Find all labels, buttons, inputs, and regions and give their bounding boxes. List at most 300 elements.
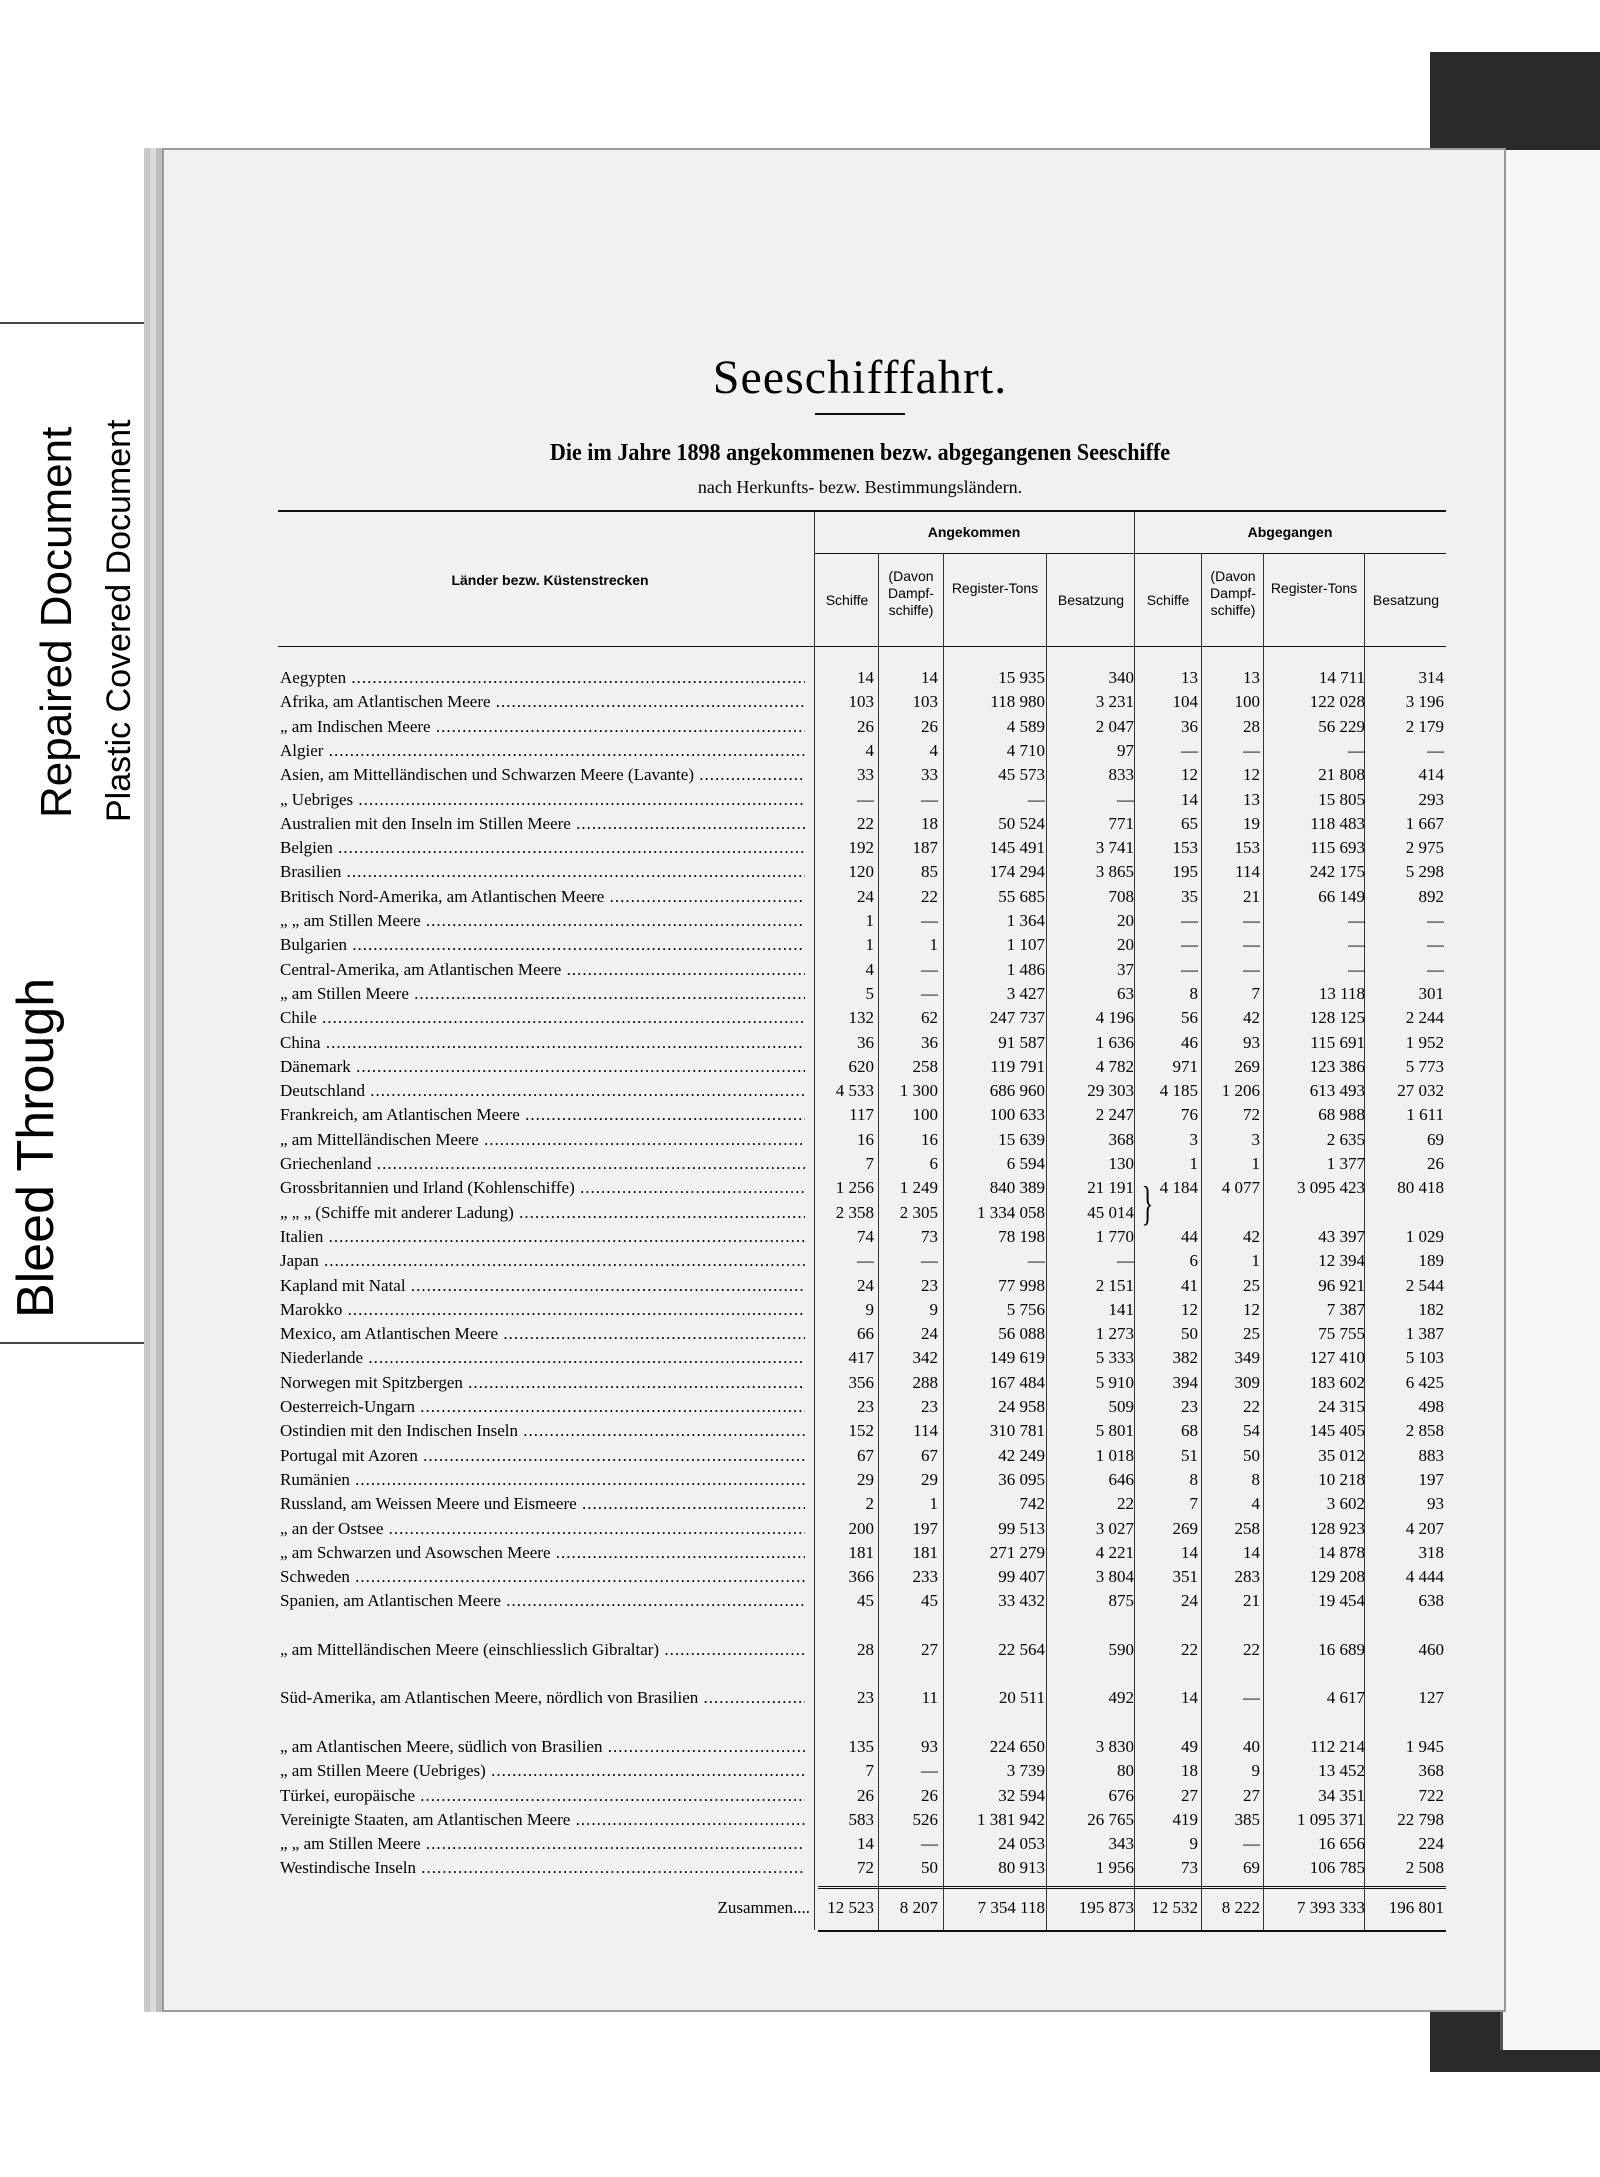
row-value: 3 602 [1326, 1494, 1365, 1514]
row-value: 174 294 [989, 862, 1045, 882]
header-davon-abg: (Davon Dampf-schiffe) [1210, 568, 1256, 618]
row-value: 153 [1234, 838, 1260, 858]
row-value: 14 [1181, 1542, 1198, 1562]
row-value: 12 [1243, 1299, 1260, 1319]
row-value: 2 635 [1326, 1129, 1365, 1149]
row-value: 366 [848, 1567, 874, 1587]
row-value: — [1243, 1688, 1260, 1708]
row-value: 22 564 [998, 1639, 1045, 1659]
row-value: 12 [1181, 1299, 1198, 1319]
row-value: 11 [921, 1688, 938, 1708]
row-value: 27 [1243, 1785, 1260, 1805]
row-value: 1 [865, 935, 874, 955]
row-value: 32 594 [998, 1785, 1045, 1805]
row-value: — [1181, 740, 1198, 760]
table-row [280, 1492, 1445, 1516]
row-value: 182 [1418, 1299, 1444, 1319]
header-schiffe-abg: Schiffe [1146, 592, 1190, 608]
row-value: 118 483 [1310, 813, 1365, 833]
table-row [280, 958, 1445, 982]
row-value: 21 808 [1318, 765, 1365, 785]
row-value: 301 [1418, 983, 1444, 1003]
row-value: 145 405 [1309, 1421, 1365, 1441]
row-value: 883 [1418, 1445, 1444, 1465]
total-value: 195 873 [1078, 1898, 1134, 1917]
row-value: 5 910 [1095, 1372, 1134, 1392]
table-row [280, 933, 1445, 957]
row-value: 686 960 [989, 1081, 1045, 1101]
row-value: 1 381 942 [977, 1809, 1045, 1829]
row-value: 646 [1108, 1469, 1134, 1489]
row-value: 1 636 [1095, 1032, 1134, 1052]
row-value: 80 [1117, 1761, 1134, 1781]
row-value: 23 [857, 1397, 874, 1416]
row-value: 5 801 [1095, 1421, 1134, 1441]
row-value: 242 175 [1309, 862, 1365, 882]
row-value: 129 208 [1309, 1567, 1365, 1587]
row-value: 5 103 [1405, 1348, 1444, 1368]
row-value: 141 [1108, 1299, 1134, 1319]
row-value: 41 [1181, 1275, 1198, 1295]
row-value: 135 [848, 1736, 874, 1756]
row-value: 74 [857, 1226, 874, 1246]
row-value: 25 [1243, 1275, 1260, 1295]
row-value: 4 207 [1405, 1518, 1444, 1538]
row-value: — [1427, 740, 1444, 760]
row-value: 132 [848, 1008, 874, 1028]
row-value: 4 221 [1095, 1542, 1134, 1562]
table-row [280, 1201, 1445, 1225]
row-value: 1 956 [1095, 1858, 1134, 1878]
row-value: 55 685 [998, 886, 1045, 906]
table-row [280, 1225, 1445, 1249]
row-label: Westindische Inseln ..... [280, 1856, 805, 1880]
row-value: 187 [912, 838, 938, 858]
row-value: 93 [1243, 1032, 1260, 1052]
row-value: 8 [1251, 1469, 1260, 1489]
row-value: 590 [1108, 1639, 1134, 1659]
row-value: 3 [1251, 1129, 1260, 1149]
row-value: 1 [929, 1494, 938, 1514]
row-value: 80 913 [998, 1858, 1045, 1878]
row-value: — [1243, 935, 1260, 955]
row-value: 1 256 [835, 1178, 874, 1198]
header-angekommen: Angekommen [927, 524, 1021, 540]
row-value: 638 [1418, 1591, 1444, 1611]
table-row [280, 1322, 1445, 1346]
row-value: 742 [1019, 1494, 1045, 1514]
row-value: — [1427, 935, 1444, 955]
row-value: 1 952 [1405, 1032, 1444, 1052]
row-value: 22 [1243, 1639, 1260, 1659]
table-row [280, 1759, 1445, 1783]
row-value: — [921, 911, 938, 930]
row-value: 24 [1181, 1591, 1198, 1611]
row-value: — [857, 789, 874, 809]
row-value: 26 [857, 716, 874, 736]
row-value: 42 249 [998, 1445, 1045, 1465]
row-value: 21 [1243, 886, 1260, 906]
row-label: Niederlande ..... [280, 1346, 805, 1370]
total-value: 8 207 [899, 1898, 938, 1917]
row-value: 22 [1181, 1639, 1198, 1659]
row-value: 3 830 [1095, 1736, 1134, 1756]
row-value: — [1028, 1251, 1045, 1271]
row-value: 49 [1181, 1736, 1198, 1756]
row-label: „ „ „ (Schiffe mit anderer Ladung) ..... [280, 1201, 805, 1225]
row-value: 394 [1172, 1372, 1198, 1392]
row-value: 1 206 [1221, 1081, 1260, 1101]
row-label: Oesterreich-Ungarn ..... [280, 1395, 805, 1419]
row-value: 498 [1418, 1397, 1444, 1416]
row-value: 20 [1117, 935, 1134, 955]
row-value: — [857, 1251, 874, 1271]
row-value: 120 [848, 862, 874, 882]
row-label: Italien ..... [280, 1225, 805, 1249]
row-value: 1 [865, 911, 874, 930]
row-value: 77 998 [998, 1275, 1045, 1295]
row-value: 310 781 [989, 1421, 1045, 1441]
row-value: 14 [921, 668, 938, 687]
row-label: Frankreich, am Atlantischen Meere ..... [280, 1103, 805, 1127]
row-value: 100 [912, 1105, 938, 1125]
row-value: 103 [912, 692, 938, 712]
row-value: 26 [921, 716, 938, 736]
table-row [280, 812, 1445, 836]
row-value: 6 [929, 1154, 938, 1173]
row-value: 115 693 [1310, 838, 1365, 858]
row-value: 13 452 [1318, 1761, 1365, 1781]
row-value: 104 [1172, 692, 1198, 712]
row-value: 128 125 [1309, 1008, 1365, 1028]
row-value: 69 [1427, 1129, 1444, 1149]
row-value: 66 149 [1318, 886, 1365, 906]
row-label: Mexico, am Atlantischen Meere ..... [280, 1322, 805, 1346]
row-value: 417 [848, 1348, 874, 1368]
table-row [280, 1346, 1445, 1370]
row-value: 2 508 [1405, 1858, 1444, 1878]
row-value: 56 088 [998, 1324, 1045, 1344]
row-value: 72 [1243, 1105, 1260, 1125]
total-value: 7 393 333 [1297, 1898, 1365, 1917]
row-value: 4 444 [1405, 1567, 1444, 1587]
row-value: 200 [848, 1518, 874, 1538]
table-row [280, 860, 1445, 884]
row-value: 36 [1181, 716, 1198, 736]
row-value: 708 [1108, 886, 1134, 906]
row-value: 892 [1418, 886, 1444, 906]
table-row [280, 1031, 1445, 1055]
row-value: 15 805 [1318, 789, 1365, 809]
row-value: — [921, 789, 938, 809]
row-value: 7 387 [1326, 1299, 1365, 1319]
row-value: 269 [1234, 1056, 1260, 1076]
row-label: Asien, am Mittelländischen und Schwarzen Meere (Lavante) ..... [280, 763, 805, 787]
row-value: 16 656 [1318, 1834, 1365, 1854]
row-value: 68 988 [1318, 1105, 1365, 1125]
row-value: 99 513 [998, 1518, 1045, 1538]
row-value: 29 [921, 1469, 938, 1489]
row-value: 106 785 [1309, 1858, 1365, 1878]
table-row [280, 1103, 1445, 1127]
row-label: Japan ..... [280, 1249, 805, 1273]
row-value: 6 425 [1405, 1372, 1444, 1392]
row-value: 18 [1181, 1761, 1198, 1781]
row-label: Rumänien ..... [280, 1468, 805, 1492]
row-value: — [1243, 740, 1260, 760]
row-value: 35 [1181, 886, 1198, 906]
row-value: 152 [848, 1421, 874, 1441]
row-label: Belgien ..... [280, 836, 805, 860]
row-value: 44 [1181, 1226, 1198, 1246]
row-value: 103 [848, 692, 874, 712]
row-value: 314 [1418, 668, 1444, 687]
row-value: 2 047 [1095, 716, 1134, 736]
row-value: — [921, 983, 938, 1003]
row-value: 36 [857, 1032, 874, 1052]
row-value: 24 958 [998, 1397, 1045, 1416]
row-value: — [1348, 740, 1365, 760]
row-value: 7 [865, 1154, 874, 1173]
row-value: 1 018 [1095, 1445, 1134, 1465]
table-bottom-rule [818, 1930, 1446, 1932]
row-value: 183 602 [1309, 1372, 1365, 1392]
row-value: 1 486 [1006, 959, 1045, 979]
row-label: Central-Amerika, am Atlantischen Meere ..... [280, 958, 805, 982]
row-value: 771 [1108, 813, 1134, 833]
row-value: 492 [1108, 1688, 1134, 1708]
row-value: — [1348, 959, 1365, 979]
row-value: 4 617 [1326, 1688, 1365, 1708]
row-value: 22 [921, 886, 938, 906]
table-row [280, 1589, 1445, 1613]
row-label: Türkei, europäische ..... [280, 1784, 805, 1808]
row-value: 13 [1243, 668, 1260, 687]
row-value: 123 386 [1309, 1056, 1365, 1076]
row-value: 2 358 [835, 1202, 874, 1222]
row-value: 3 231 [1095, 692, 1134, 712]
row-value: 68 [1181, 1421, 1198, 1441]
table-caption-note: nach Herkunfts- bezw. Bestimmungsländern. [697, 477, 1023, 497]
row-value: 3 [1189, 1129, 1198, 1149]
row-label: „ am Mittelländischen Meere (einschliesslich Gibraltar) ..... [280, 1638, 805, 1662]
row-value: 12 [1243, 765, 1260, 785]
row-value: 43 397 [1318, 1226, 1365, 1246]
row-value: 5 333 [1095, 1348, 1134, 1368]
scan-label-bleed: Bleed Through [7, 977, 65, 1318]
row-value: 76 [1181, 1105, 1198, 1125]
table-row [280, 1468, 1445, 1492]
row-value: 7 [1251, 983, 1260, 1003]
row-value: 51 [1181, 1445, 1198, 1465]
row-value: — [1243, 1834, 1260, 1854]
row-value: 42 [1243, 1226, 1260, 1246]
row-value: 3 196 [1405, 692, 1444, 712]
row-value: 343 [1108, 1834, 1134, 1854]
total-value: 8 222 [1221, 1898, 1260, 1917]
row-value: 99 407 [998, 1567, 1045, 1587]
row-value: — [1181, 911, 1198, 930]
row-label: Australien mit den Inseln im Stillen Meere ..... [280, 812, 805, 836]
row-value: 67 [857, 1445, 874, 1465]
row-value: 414 [1418, 765, 1444, 785]
row-value: 4 184 [1159, 1178, 1198, 1198]
row-value: 676 [1108, 1785, 1134, 1805]
scan-label-repaired: Repaired Document [32, 426, 81, 818]
row-value: 72 [857, 1858, 874, 1878]
row-label: „ „ am Stillen Meere ..... [280, 909, 805, 933]
table-row [280, 666, 1445, 690]
row-value: 78 198 [998, 1226, 1045, 1246]
row-value: 6 [1189, 1251, 1198, 1271]
row-value: 9 [929, 1299, 938, 1319]
row-value: 4 710 [1006, 740, 1045, 760]
row-value: — [921, 1761, 938, 1781]
title-rule [815, 413, 905, 415]
table-row [280, 1128, 1445, 1152]
brace-grossbritannien: } [1141, 1177, 1154, 1230]
row-value: 36 [921, 1032, 938, 1052]
row-label: China ..... [280, 1031, 805, 1055]
row-value: 4 589 [1006, 716, 1045, 736]
row-value: 15 935 [998, 668, 1045, 687]
total-value: 12 523 [827, 1898, 874, 1917]
table-row [280, 1832, 1445, 1856]
row-value: 247 737 [989, 1008, 1045, 1028]
table-row [280, 1444, 1445, 1468]
row-value: 75 755 [1318, 1324, 1365, 1344]
row-value: 13 [1243, 789, 1260, 809]
row-value: — [1243, 911, 1260, 930]
table-row [280, 1055, 1445, 1079]
table-row [280, 1152, 1445, 1176]
header-besatzung-abg: Besatzung [1372, 592, 1440, 608]
row-label: Brasilien ..... [280, 860, 805, 884]
row-value: 283 [1234, 1567, 1260, 1587]
row-value: 2 247 [1095, 1105, 1134, 1125]
row-value: 1 [1189, 1154, 1198, 1173]
row-value: 22 [1117, 1494, 1134, 1514]
row-value: 1 [1251, 1154, 1260, 1173]
row-value: 127 [1418, 1688, 1444, 1708]
row-value: 16 [921, 1129, 938, 1149]
row-value: — [921, 1251, 938, 1271]
row-value: 3 027 [1095, 1518, 1134, 1538]
row-value: 1 377 [1326, 1154, 1365, 1173]
row-value: 29 303 [1087, 1081, 1134, 1101]
row-value: 258 [912, 1056, 938, 1076]
row-label: „ am Mittelländischen Meere ..... [280, 1128, 805, 1152]
row-value: 85 [921, 862, 938, 882]
row-value: 14 711 [1318, 668, 1365, 687]
row-value: — [1427, 959, 1444, 979]
row-value: 12 394 [1318, 1251, 1365, 1271]
row-value: — [1181, 959, 1198, 979]
row-value: 63 [1117, 983, 1134, 1003]
table-row [280, 1298, 1445, 1322]
row-value: 10 218 [1318, 1469, 1365, 1489]
row-value: 26 765 [1087, 1809, 1134, 1829]
row-value: 1 611 [1406, 1105, 1444, 1125]
table-row [280, 1274, 1445, 1298]
row-value: 2 [865, 1494, 874, 1514]
row-value: 93 [921, 1736, 938, 1756]
row-value: — [1348, 911, 1365, 930]
angekommen-rule [814, 553, 1134, 554]
row-value: — [1117, 1251, 1134, 1271]
header-register-ank: Register-Tons [951, 580, 1039, 596]
table-row [280, 739, 1445, 763]
row-label: Spanien, am Atlantischen Meere ..... [280, 1589, 805, 1613]
header-laender: Länder bezw. Küstenstrecken [451, 572, 649, 588]
row-value: 27 [921, 1639, 938, 1659]
row-value: 3 739 [1006, 1761, 1045, 1781]
scan-label-plastic: Plastic Covered Document [100, 419, 138, 822]
row-value: 368 [1418, 1761, 1444, 1781]
row-value: 40 [1243, 1736, 1260, 1756]
row-value: 258 [1234, 1518, 1260, 1538]
row-value: 19 454 [1318, 1591, 1365, 1611]
row-value: 233 [912, 1567, 938, 1587]
row-value: 1 095 371 [1297, 1809, 1365, 1829]
header-besatzung-ank: Besatzung [1057, 592, 1125, 608]
row-label: Grossbritannien und Irland (Kohlenschiffe) ..... [280, 1176, 805, 1200]
row-value: 24 [857, 886, 874, 906]
header-abgegangen: Abgegangen [1247, 524, 1333, 540]
row-value: 34 351 [1318, 1785, 1365, 1805]
row-value: 122 028 [1309, 692, 1365, 712]
row-value: 509 [1108, 1397, 1134, 1416]
row-value: 45 573 [998, 765, 1045, 785]
row-value: 97 [1117, 740, 1134, 760]
row-value: 35 012 [1318, 1445, 1365, 1465]
row-value: 722 [1418, 1785, 1444, 1805]
row-value: 4 077 [1221, 1178, 1260, 1198]
row-value: 15 639 [998, 1129, 1045, 1149]
table-caption: Die im Jahre 1898 angekommenen bezw. abgegangenen Seeschiffe [549, 440, 1171, 466]
row-value: 114 [913, 1421, 938, 1441]
adjacent-page [1500, 150, 1600, 2050]
row-label: Russland, am Weissen Meere und Eismeere ..... [280, 1492, 805, 1516]
row-value: 24 [857, 1275, 874, 1295]
row-value: 9 [865, 1299, 874, 1319]
row-value: 5 756 [1006, 1299, 1045, 1319]
total-label: Zusammen.... [717, 1898, 810, 1917]
row-value: 4 [929, 740, 938, 760]
row-value: 13 [1181, 668, 1198, 687]
table-row [280, 1784, 1445, 1808]
row-value: 1 300 [899, 1081, 938, 1101]
row-label: „ am Atlantischen Meere, südlich von Brasilien ..... [280, 1735, 805, 1759]
row-value: 23 [1181, 1397, 1198, 1416]
row-value: 33 [857, 765, 874, 785]
header-schiffe-ank: Schiffe [825, 592, 869, 608]
row-value: 3 427 [1006, 983, 1045, 1003]
table-row [280, 1419, 1445, 1443]
row-value: — [1028, 789, 1045, 809]
table-row [280, 1638, 1445, 1662]
row-value: 130 [1108, 1154, 1134, 1173]
row-value: 197 [1418, 1469, 1444, 1489]
row-value: 16 [857, 1129, 874, 1149]
row-value: 875 [1108, 1591, 1134, 1611]
row-value: 23 [921, 1275, 938, 1295]
table-row [280, 763, 1445, 787]
row-label: Ostindien mit den Indischen Inseln ..... [280, 1419, 805, 1443]
row-value: 33 432 [998, 1591, 1045, 1611]
row-value: 153 [1172, 838, 1198, 858]
row-label: Algier ..... [280, 739, 805, 763]
